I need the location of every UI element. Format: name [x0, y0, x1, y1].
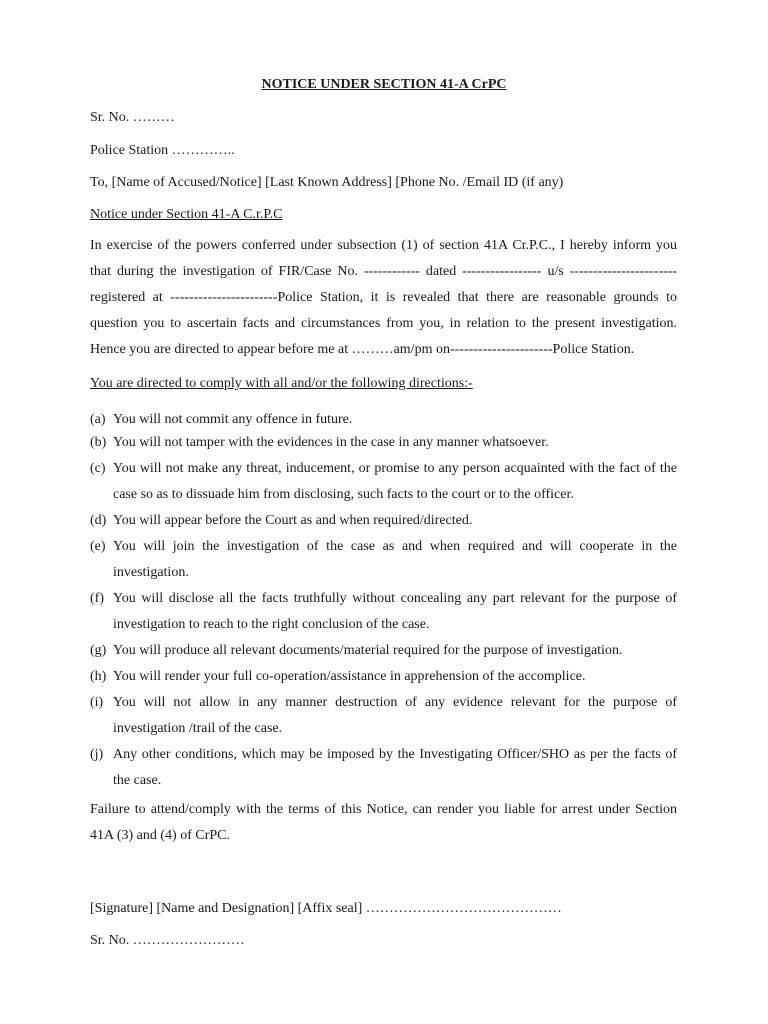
direction-text: You will not allow in any manner destruction of any evidence relevant for the purpose of investigation /trail of the case.: [113, 695, 677, 736]
direction-marker: (h): [90, 669, 107, 684]
direction-marker: (f): [90, 591, 104, 606]
subject-line: Notice under Section 41-A C.r.P.C: [90, 207, 283, 222]
direction-marker: (d): [90, 513, 107, 528]
to-line: To, [Name of Accused/Notice] [Last Known Address] [Phone No. /Email ID (if any): [90, 175, 564, 190]
direction-item-i: [90, 690, 677, 742]
direction-item-d: [90, 508, 677, 534]
direction-item-c: [90, 456, 677, 508]
direction-item-j: [90, 742, 677, 794]
direction-item-f: [90, 586, 677, 638]
direction-item-e: [90, 534, 677, 586]
direction-marker: (i): [90, 695, 104, 710]
direction-item-a: [90, 410, 677, 430]
directions-heading: You are directed to comply with all and/or the following directions:-: [90, 376, 473, 391]
direction-text: You will not make any threat, inducement, or promise to any person acquainted with the fact of the case so as to dissuade him from disclosing, such facts to the court or to the officer.: [113, 461, 677, 502]
direction-marker: (j): [90, 747, 104, 762]
direction-text: You will produce all relevant documents/material required for the purpose of investigation.: [113, 643, 623, 658]
failure-paragraph: Failure to attend/comply with the terms of this Notice, can render you liable for arrest under Section 41A (3) and (4) of CrPC.: [90, 802, 677, 843]
direction-marker: (b): [90, 435, 107, 450]
direction-text: You will join the investigation of the case as and when required and will cooperate in the investigation.: [113, 539, 677, 580]
direction-item-h: [90, 664, 677, 690]
direction-text: You will render your full co-operation/assistance in apprehension of the accomplice.: [113, 669, 586, 684]
direction-marker: (g): [90, 643, 107, 658]
direction-text: You will appear before the Court as and when required/directed.: [113, 513, 473, 528]
direction-text: You will not commit any offence in future.: [113, 412, 353, 427]
intro-paragraph: In exercise of the powers conferred under subsection (1) of section 41A Cr.P.C., I hereby inform you that during the investigation of FIR/Case No. ------------ dated ----------------- u/s ----------------------- registered at -----------------------Police Station, it is revealed that there are reasonable grounds to question you to ascertain facts and circumstances from you, in relation to the present investigation. Hence you are directed to appear before me at ………am/pm on----------------------Police Station.: [90, 238, 677, 357]
direction-text: Any other conditions, which may be imposed by the Investigating Officer/SHO as per the facts of the case.: [113, 747, 677, 788]
direction-text: You will not tamper with the evidences in the case in any manner whatsoever.: [113, 435, 549, 450]
direction-marker: (c): [90, 461, 106, 476]
police-station-line: Police Station …………..: [90, 143, 235, 158]
direction-item-g: [90, 638, 677, 664]
sr-no-bottom: Sr. No. ……………………: [90, 933, 245, 948]
direction-text: You will disclose all the facts truthfully without concealing any part relevant for the purpose of investigation to reach to the right conclusion of the case.: [113, 591, 677, 632]
page-title: NOTICE UNDER SECTION 41-A CrPC: [261, 77, 507, 92]
sr-no-top: Sr. No. ………: [90, 110, 175, 125]
direction-marker: (a): [90, 412, 106, 427]
signature-line: [Signature] [Name and Designation] [Affix seal] ……………………………………: [90, 901, 562, 916]
direction-marker: (e): [90, 539, 106, 554]
directions-list: [90, 410, 677, 794]
direction-item-b: [90, 430, 677, 456]
